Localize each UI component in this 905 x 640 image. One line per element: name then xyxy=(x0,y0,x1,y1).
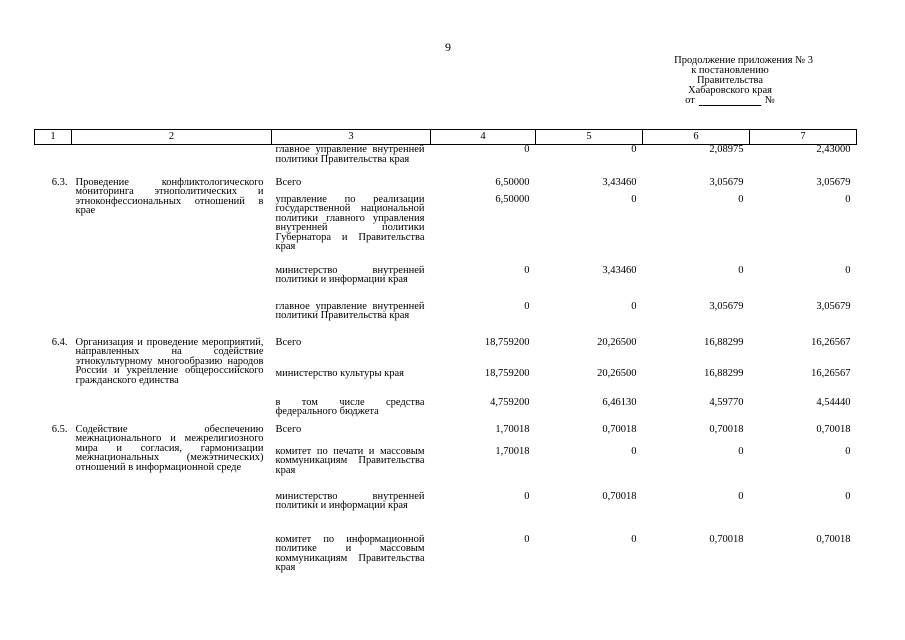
item-number: 6.3. xyxy=(51,176,68,188)
column-header: 3 xyxy=(272,130,431,145)
from-label: от xyxy=(685,95,695,106)
value-cell: 16,88299 xyxy=(704,367,744,379)
value-cell: 6,46130 xyxy=(602,396,637,408)
value-cell: 0 xyxy=(524,144,530,155)
date-blank xyxy=(699,96,761,106)
value-cell: 0 xyxy=(845,490,851,502)
executor: министерство культуры края xyxy=(275,367,405,379)
executor: Всего xyxy=(275,336,302,348)
value-cell: 4,759200 xyxy=(490,396,530,408)
table-row xyxy=(35,178,857,195)
value-cell: 2,08975 xyxy=(709,144,744,155)
appendix-header xyxy=(600,56,860,106)
value-cell: 0 xyxy=(631,445,637,457)
value-cell: 0 xyxy=(524,264,530,276)
value-cell: 0 xyxy=(524,300,530,312)
value-cell: 0 xyxy=(738,490,744,502)
column-header: 5 xyxy=(536,130,643,145)
value-cell: 0 xyxy=(524,490,530,502)
value-cell: 0 xyxy=(738,445,744,457)
appendix-date-line xyxy=(600,96,860,106)
executor: министерство внутренней политики и информации края xyxy=(275,490,425,511)
value-cell: 3,05679 xyxy=(709,176,744,188)
value-cell: 0,70018 xyxy=(709,423,744,435)
program-table xyxy=(34,129,857,581)
executor: Всего xyxy=(275,176,302,188)
value-cell: 1,70018 xyxy=(495,423,530,435)
value-cell: 1,70018 xyxy=(495,445,530,457)
value-cell: 18,759200 xyxy=(484,367,530,379)
appendix-government: Правительства xyxy=(696,75,764,86)
activity-name xyxy=(72,145,272,178)
value-cell: 0 xyxy=(631,144,637,155)
executor: Всего xyxy=(275,423,302,435)
value-cell: 0 xyxy=(738,264,744,276)
value-cell: 0,70018 xyxy=(709,533,744,545)
table-row xyxy=(35,145,857,178)
executor: комитет по информационной политике и массовым коммуникациям Правительства края xyxy=(275,533,425,573)
value-cell: 0 xyxy=(631,533,637,545)
activity-name: Содействие обеспечению межнационального и межрелигиозного мира и согласия, гармонизации межнациональных (межэтнических) отношений в информационной среде xyxy=(75,423,264,473)
value-cell: 0 xyxy=(631,193,637,205)
value-cell: 0 xyxy=(524,533,530,545)
value-cell: 3,05679 xyxy=(816,300,851,312)
value-cell: 16,26567 xyxy=(811,336,851,348)
value-cell: 16,26567 xyxy=(811,367,851,379)
table-row xyxy=(35,425,857,447)
value-cell: 0,70018 xyxy=(816,423,851,435)
executor: управление по реализации государственной национальной политики главного управления внутренней политики Губернатора и Правительства края xyxy=(275,193,425,252)
value-cell: 18,759200 xyxy=(484,336,530,348)
value-cell: 0 xyxy=(845,445,851,457)
column-header: 4 xyxy=(431,130,536,145)
value-cell: 3,05679 xyxy=(816,176,851,188)
activity-name: Проведение конфликтологического мониторинга этнополитических и этноконфессиональных отношений в крае xyxy=(75,176,264,216)
value-cell: 16,88299 xyxy=(704,336,744,348)
value-cell: 20,26500 xyxy=(597,336,637,348)
value-cell: 6,50000 xyxy=(495,176,530,188)
column-header: 7 xyxy=(750,130,857,145)
column-header: 2 xyxy=(72,130,272,145)
value-cell: 0,70018 xyxy=(602,423,637,435)
value-cell: 3,43460 xyxy=(602,264,637,276)
value-cell: 6,50000 xyxy=(495,193,530,205)
value-cell: 20,26500 xyxy=(597,367,637,379)
value-cell: 4,54440 xyxy=(816,396,851,408)
column-header: 6 xyxy=(643,130,750,145)
page-number: 9 xyxy=(445,40,451,54)
column-number-row xyxy=(35,130,857,145)
executor: комитет по печати и массовым коммуникациям Правительства края xyxy=(275,445,425,476)
column-header: 1 xyxy=(35,130,72,145)
number-label: № xyxy=(764,95,775,106)
value-cell: 3,05679 xyxy=(709,300,744,312)
activity-name: Организация и проведение мероприятий, направленных на содействие этнокультурному многообразию народов России и укрепление общероссийского гражданского единства xyxy=(75,336,264,386)
item-number: 6.5. xyxy=(51,423,68,435)
value-cell: 2,43000 xyxy=(816,144,851,155)
executor: главное управление внутренней политики Правительства края xyxy=(275,144,425,165)
appendix-continuation: Продолжение приложения № 3 xyxy=(674,55,813,66)
item-number xyxy=(35,145,72,178)
appendix-region: Хабаровского края xyxy=(688,85,772,96)
item-number: 6.4. xyxy=(51,336,68,348)
value-cell: 3,43460 xyxy=(602,176,637,188)
executor: в том числе средства федерального бюджета xyxy=(275,396,425,417)
value-cell: 0,70018 xyxy=(816,533,851,545)
appendix-resolution: к постановлению xyxy=(691,65,769,76)
executor: главное управление внутренней политики Правительства края xyxy=(275,300,425,321)
value-cell: 0 xyxy=(738,193,744,205)
table-row xyxy=(35,338,857,369)
value-cell: 0 xyxy=(845,264,851,276)
executor: министерство внутренней политики и информации края xyxy=(275,264,425,285)
value-cell: 0 xyxy=(845,193,851,205)
value-cell: 0,70018 xyxy=(602,490,637,502)
value-cell: 0 xyxy=(631,300,637,312)
value-cell: 4,59770 xyxy=(709,396,744,408)
